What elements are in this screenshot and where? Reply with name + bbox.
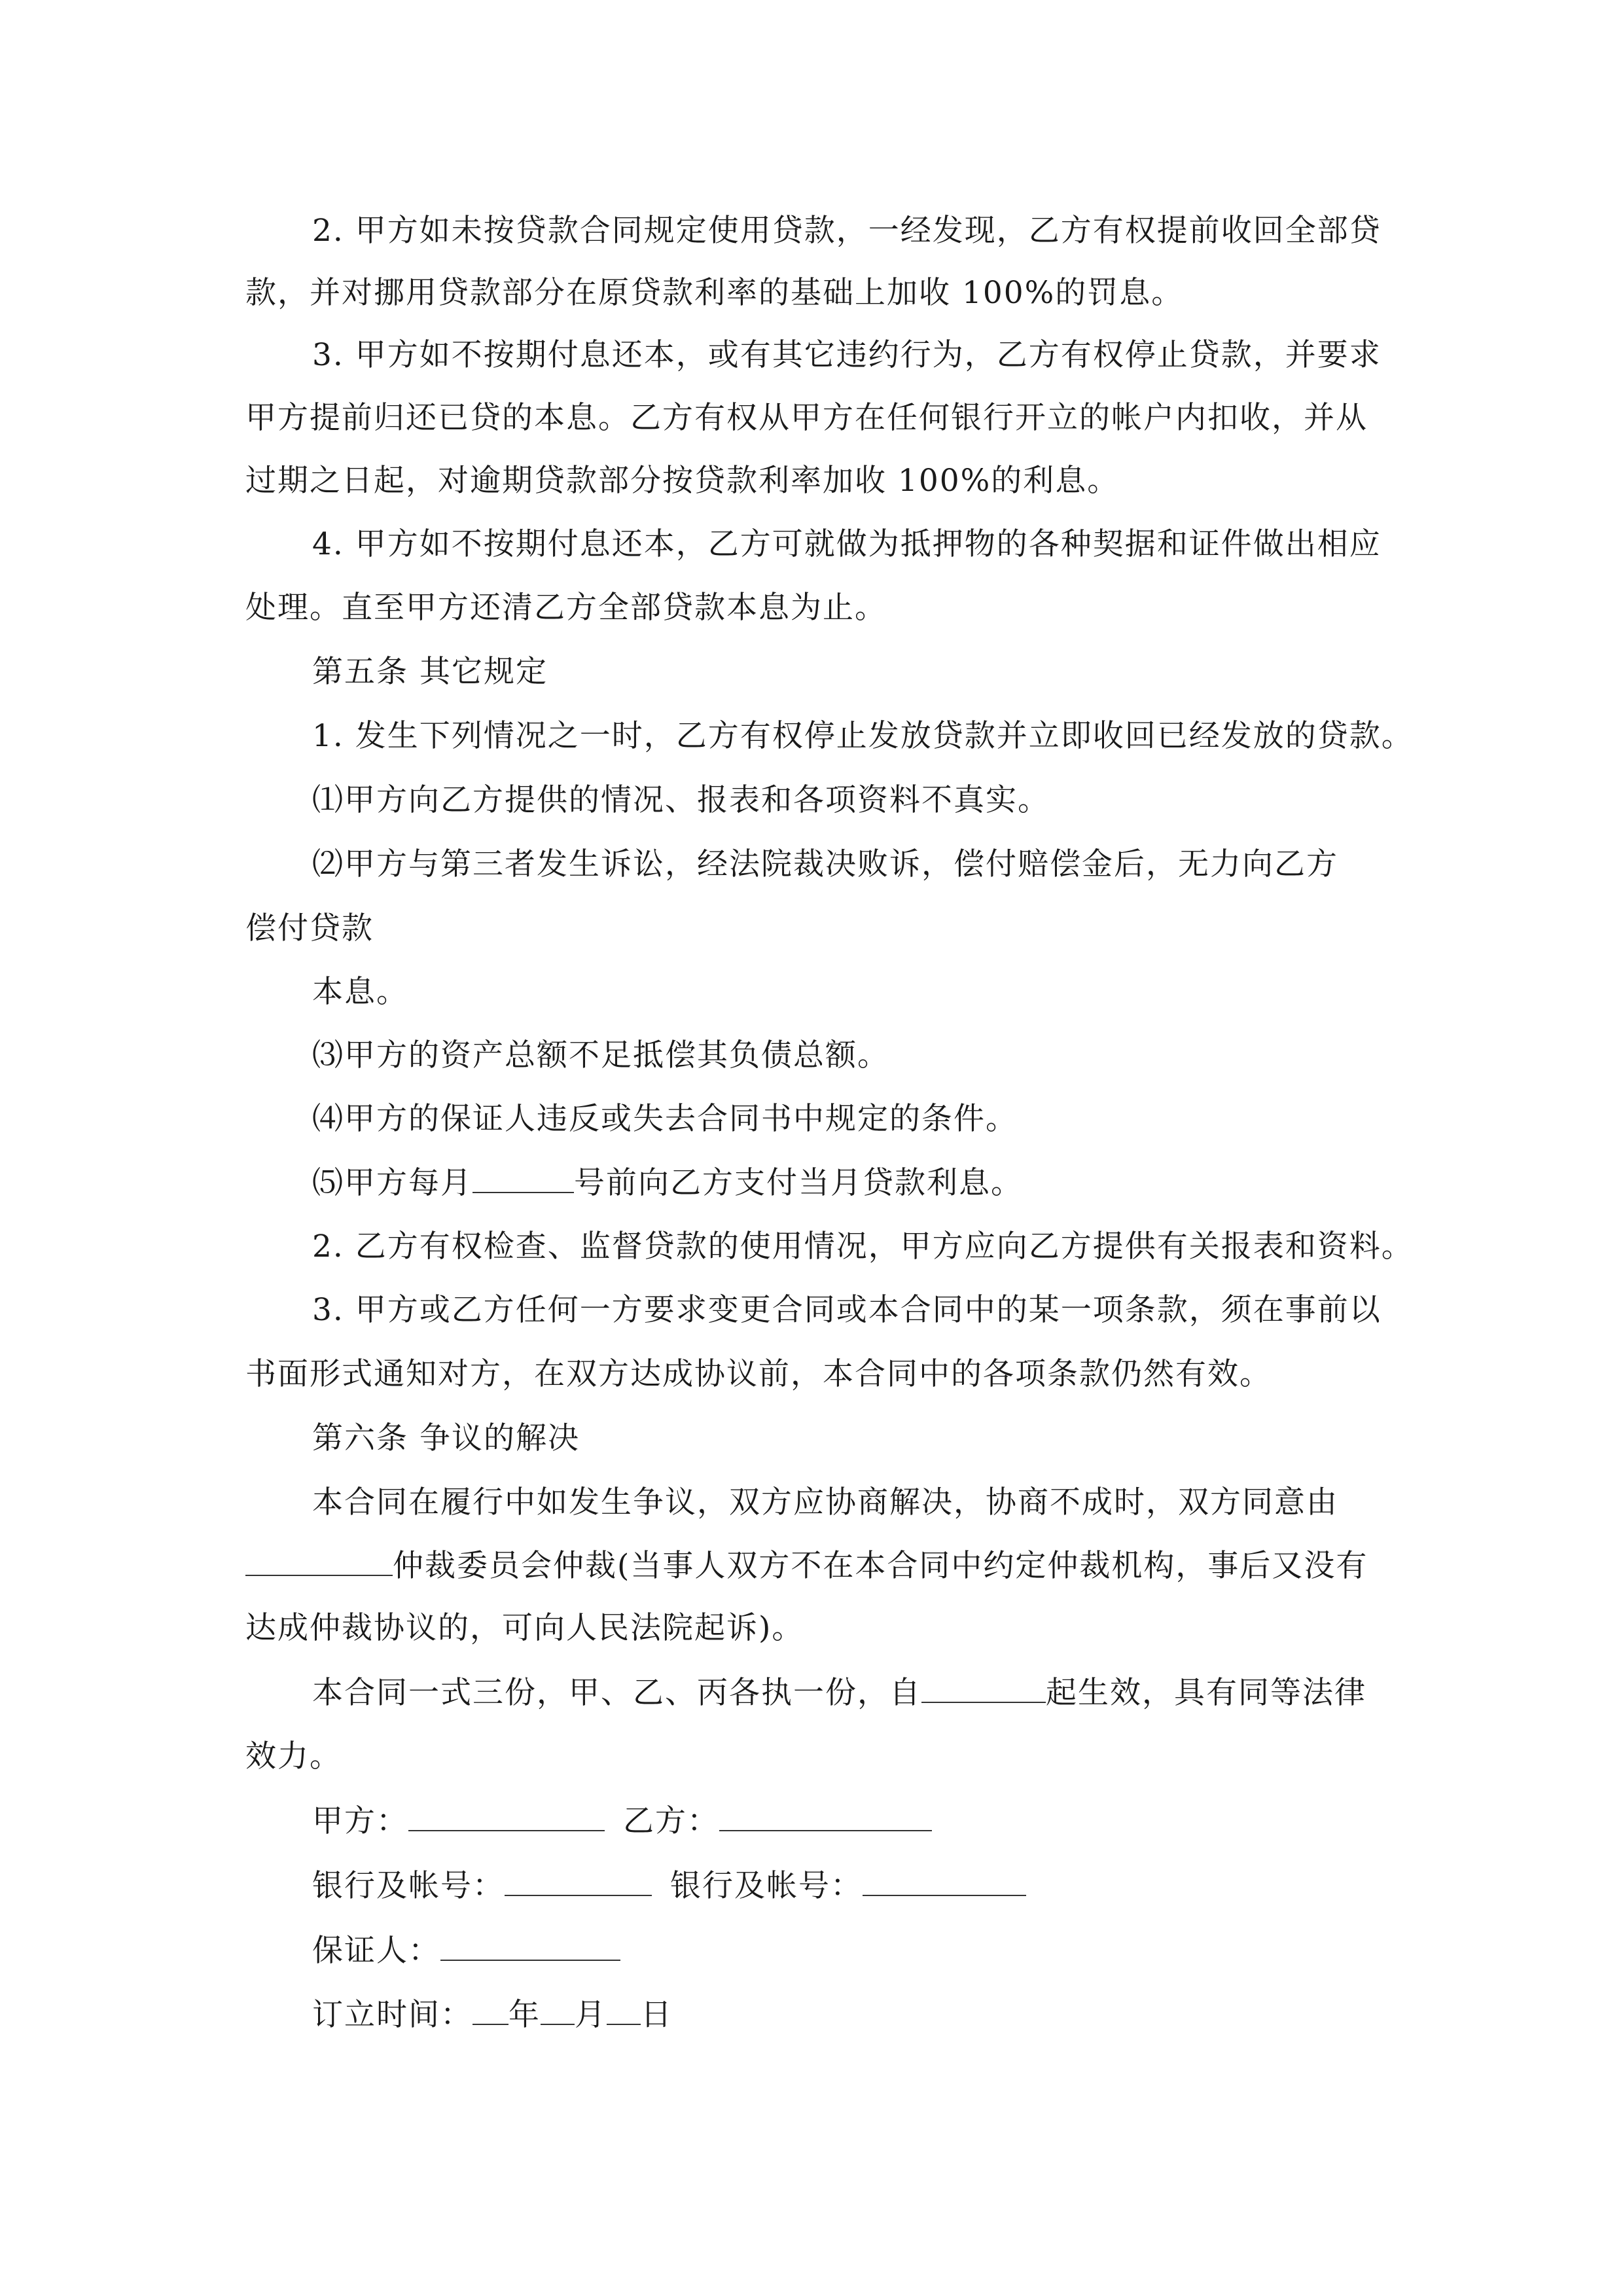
clause6-para2-prefix: 本合同一式三份，甲、乙、丙各执一份，自: [312, 1675, 921, 1711]
signature-banks: [312, 1866, 1026, 1906]
day-blank[interactable]: [607, 1995, 641, 2025]
month-label: 月: [575, 1997, 607, 2033]
clause4-item2-line2: 款，并对挪用贷款部分在原贷款利率的基础上加收 100%的罚息。: [245, 275, 1184, 311]
clause6-para1-line2-suffix: 仲裁委员会仲裁(当事人双方不在本合同中约定仲裁机构，事后又没有: [393, 1548, 1368, 1584]
signature-guarantor: [312, 1931, 620, 1971]
arbitration-committee-blank[interactable]: [245, 1546, 393, 1576]
bank-a-label: 银行及帐号：: [312, 1868, 505, 1904]
clause4-item3-line1: 3. 甲方如不按期付息还本，或有其它违约行为，乙方有权停止贷款，并要求: [312, 337, 1382, 373]
bank-a-field[interactable]: [505, 1866, 652, 1896]
clause4-item3-line3: 过期之日起，对逾期贷款部分按贷款利率加收 100%的利息。: [245, 463, 1120, 499]
date-label: 订立时间：: [312, 1997, 473, 2033]
year-blank[interactable]: [473, 1995, 508, 2025]
clause4-item3-line2: 甲方提前归还已贷的本息。乙方有权从甲方在任何银行开立的帐户内扣收，并从: [245, 400, 1368, 436]
clause6-para2-suffix: 起生效，具有同等法律: [1046, 1675, 1366, 1711]
signature-date: [312, 1995, 673, 2035]
party-b-label: 乙方：: [623, 1803, 719, 1839]
bank-b-label: 银行及帐号：: [670, 1868, 863, 1904]
clause6-para1-line2: [245, 1546, 1368, 1586]
clause5-sub5-suffix: 号前向乙方支付当月贷款利息。: [574, 1165, 1023, 1201]
clause4-item2-line1: 2. 甲方如未按贷款合同规定使用贷款，一经发现，乙方有权提前收回全部贷: [312, 213, 1382, 249]
clause6-para1-line3: 达成仲裁协议的，可向人民法院起诉)。: [245, 1610, 804, 1646]
day-of-month-blank[interactable]: [473, 1163, 574, 1193]
clause6-para1-line1: 本合同在履行中如发生争议，双方应协商解决，协商不成时，双方同意由: [312, 1484, 1338, 1520]
clause6-heading: 第六条 争议的解决: [312, 1420, 580, 1456]
signature-parties: [312, 1801, 932, 1841]
clause5-sub5: [312, 1163, 1023, 1203]
clause5-sub3: ⑶甲方的资产总额不足抵偿其负债总额。: [312, 1037, 889, 1073]
clause5-item2: 2. 乙方有权检查、监督贷款的使用情况，甲方应向乙方提供有关报表和资料。: [312, 1229, 1414, 1265]
clause5-item3-line2: 书面形式通知对方，在双方达成协议前，本合同中的各项条款仍然有效。: [245, 1356, 1272, 1392]
effective-date-blank[interactable]: [921, 1673, 1046, 1703]
guarantor-label: 保证人：: [312, 1933, 440, 1969]
day-label: 日: [641, 1997, 673, 2033]
clause5-sub4: ⑷甲方的保证人违反或失去合同书中规定的条件。: [312, 1101, 1018, 1137]
clause5-heading: 第五条 其它规定: [312, 654, 548, 690]
party-a-field[interactable]: [408, 1801, 605, 1831]
guarantor-field[interactable]: [440, 1931, 620, 1961]
clause4-item4-line1: 4. 甲方如不按期付息还本，乙方可就做为抵押物的各种契据和证件做出相应: [312, 526, 1382, 562]
year-label: 年: [508, 1997, 541, 2033]
month-blank[interactable]: [541, 1995, 575, 2025]
clause5-sub2-line1: ⑵甲方与第三者发生诉讼，经法院裁决败诉，偿付赔偿金后，无力向乙方: [312, 846, 1338, 882]
clause5-item1: 1. 发生下列情况之一时，乙方有权停止发放贷款并立即收回已经发放的贷款。: [312, 718, 1414, 754]
clause5-sub5-prefix: ⑸甲方每月: [312, 1165, 473, 1201]
clause5-sub2-line3: 本息。: [312, 974, 408, 1010]
clause5-sub1: ⑴甲方向乙方提供的情况、报表和各项资料不真实。: [312, 782, 1050, 818]
bank-b-field[interactable]: [863, 1866, 1026, 1896]
clause6-para2-line2: 效力。: [245, 1738, 342, 1774]
party-b-field[interactable]: [719, 1801, 932, 1831]
clause6-para2-line1: [312, 1673, 1366, 1713]
party-a-label: 甲方：: [312, 1803, 408, 1839]
clause5-item3-line1: 3. 甲方或乙方任何一方要求变更合同或本合同中的某一项条款，须在事前以: [312, 1292, 1382, 1328]
clause4-item4-line2: 处理。直至甲方还清乙方全部贷款本息为止。: [245, 590, 887, 626]
clause5-sub2-line2: 偿付贷款: [245, 910, 374, 946]
